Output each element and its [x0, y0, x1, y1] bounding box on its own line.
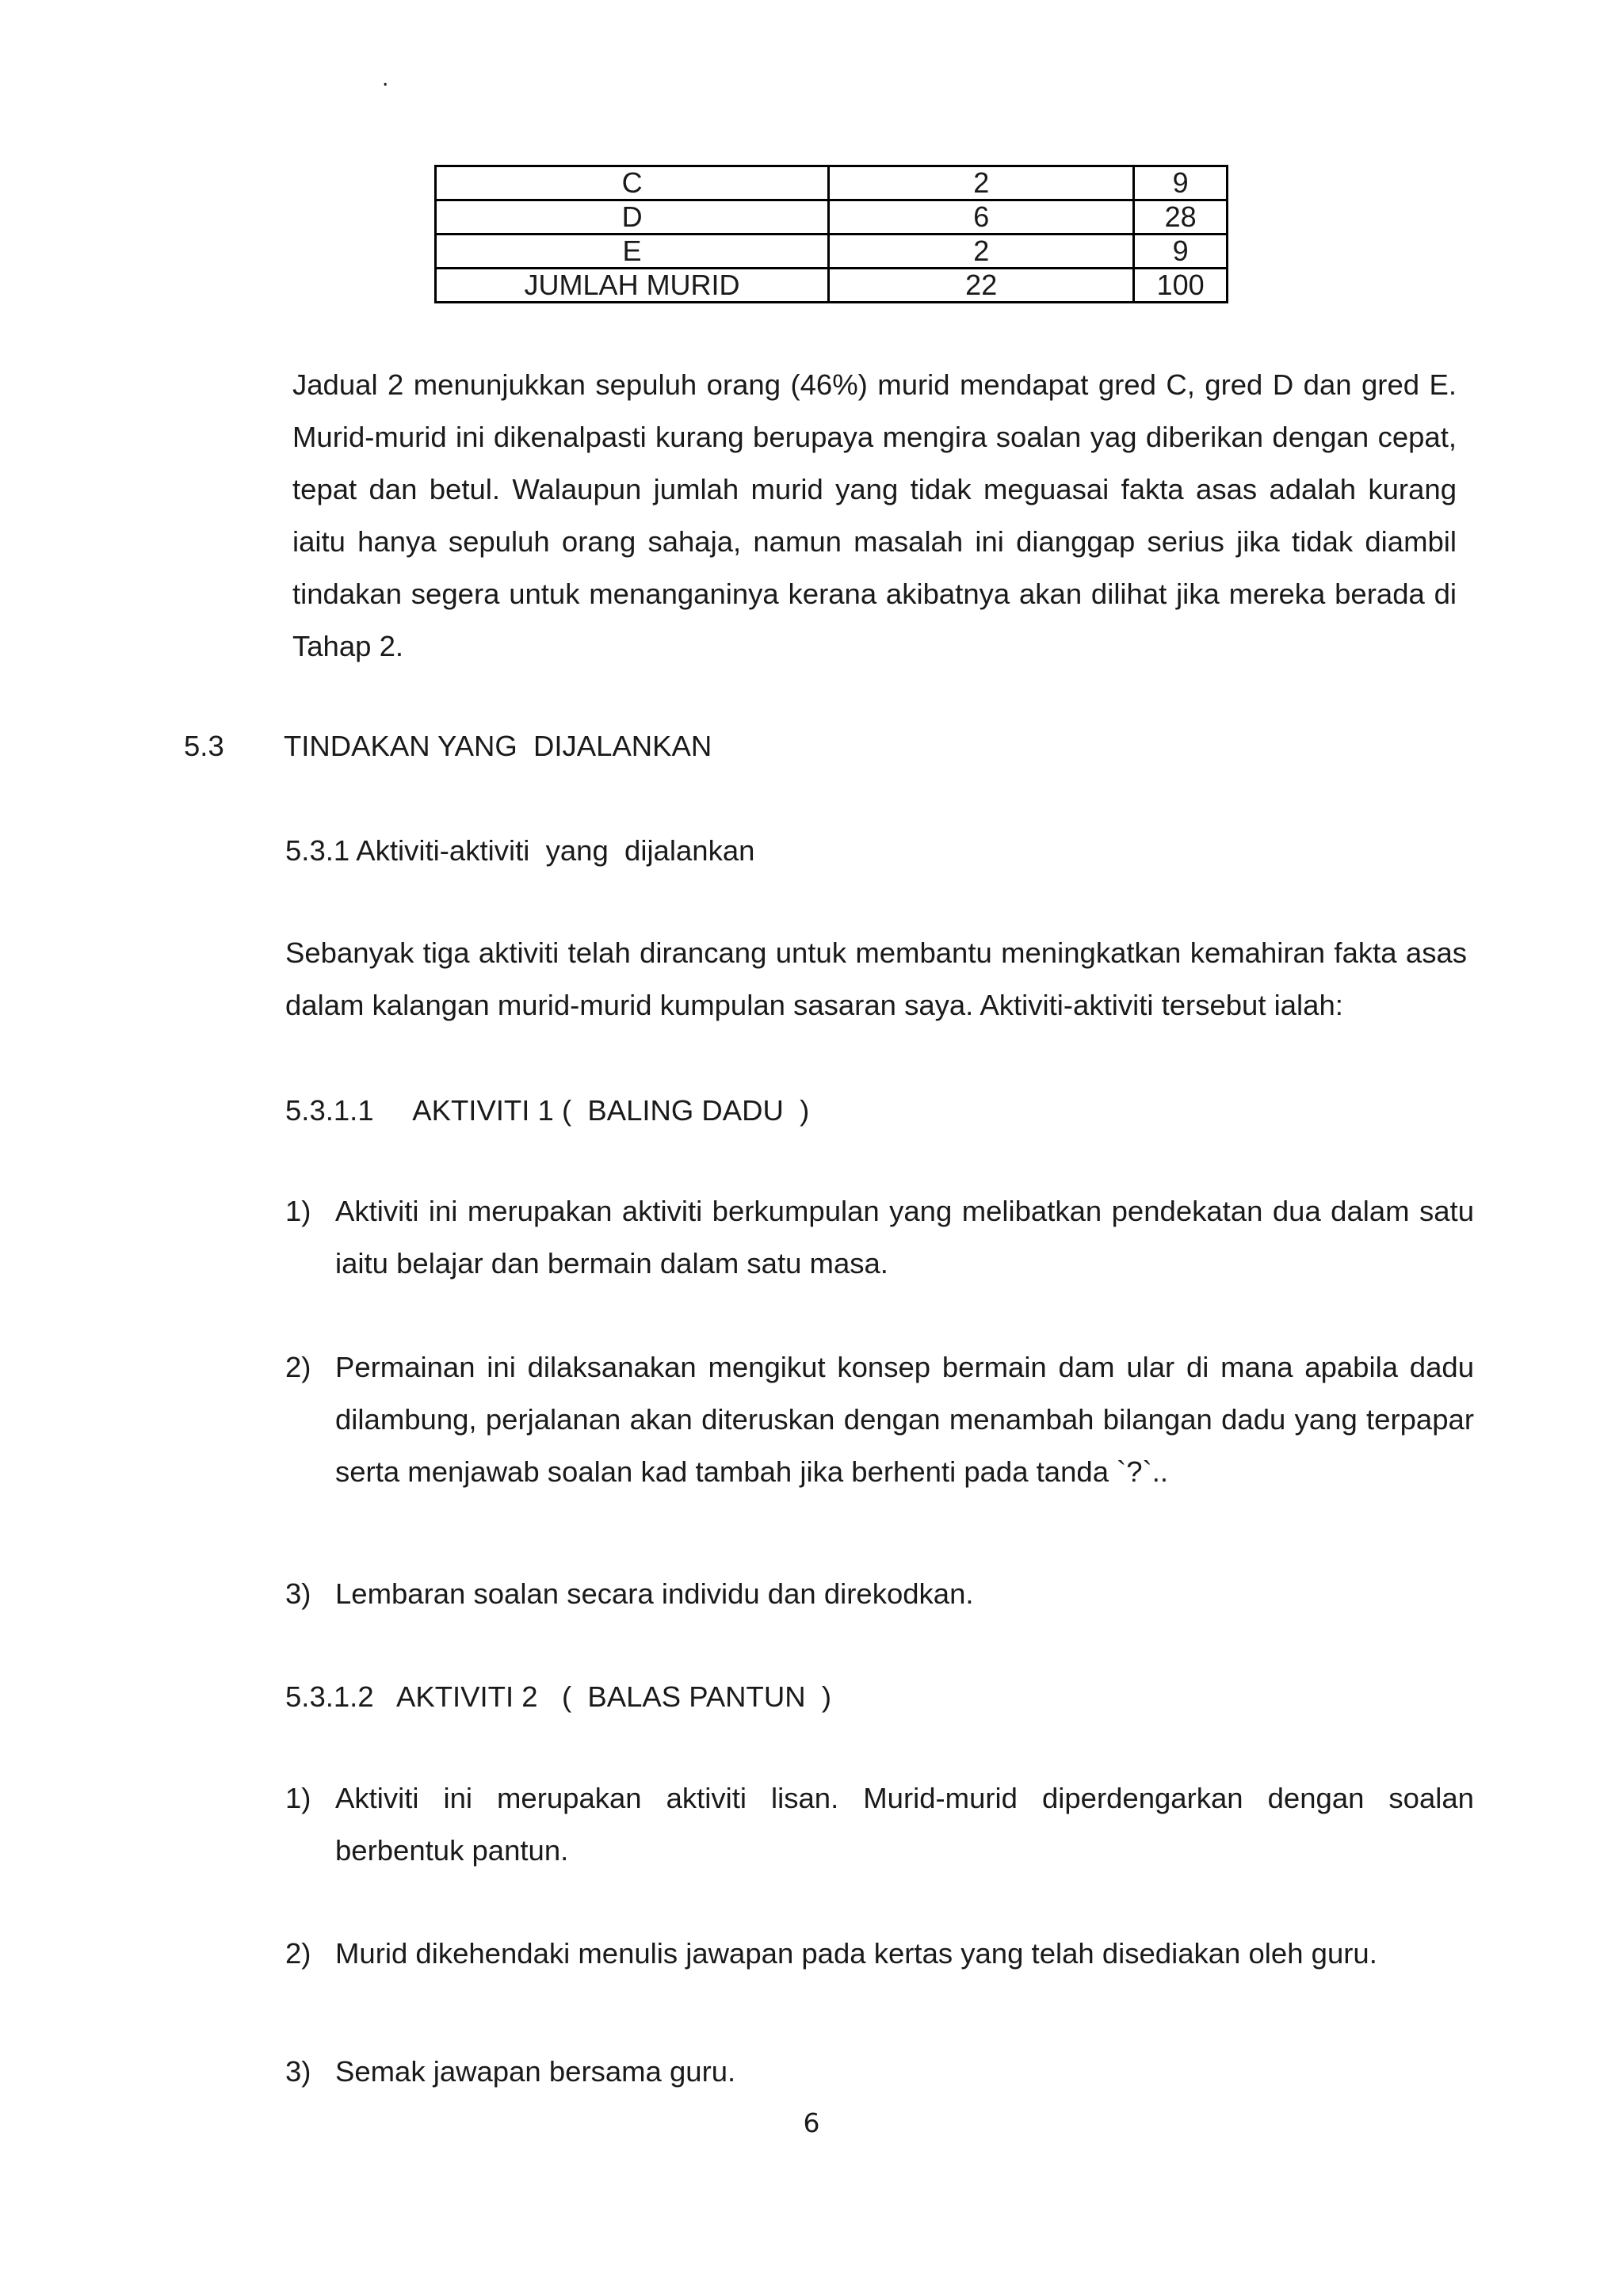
list-item-number: 2) — [285, 1937, 311, 1970]
list-item-number: 3) — [285, 2055, 311, 2088]
list-item-text: Murid dikehendaki menulis jawapan pada kertas yang telah disediakan oleh guru. — [335, 1937, 1377, 1970]
list-item — [285, 1772, 1474, 1877]
list-item-number: 2) — [285, 1351, 311, 1383]
list-item-number: 1) — [285, 1195, 311, 1227]
count-cell: 2 — [829, 235, 1134, 269]
count-cell: 6 — [829, 200, 1134, 235]
stray-mark: . — [382, 65, 389, 91]
list-item-text: Semak jawapan bersama guru. — [335, 2055, 736, 2088]
section-title: TINDAKAN YANG DIJALANKAN — [284, 730, 712, 762]
subsection-title: 5.3.1 Aktiviti-aktiviti yang dijalankan — [285, 834, 755, 867]
percent-cell: 28 — [1134, 200, 1228, 235]
total-percent-cell: 100 — [1134, 269, 1228, 303]
activity1-heading: 5.3.1.1 AKTIVITI 1 ( BALING DADU ) — [285, 1094, 810, 1127]
list-item — [285, 2046, 1474, 2098]
table-row-total — [436, 269, 1228, 303]
page-number: 6 — [803, 2107, 820, 2138]
list-item — [285, 1568, 1474, 1620]
grade-cell: D — [436, 200, 829, 235]
table-row — [436, 200, 1228, 235]
list-item — [285, 1928, 1474, 1980]
percent-cell: 9 — [1134, 235, 1228, 269]
list-item-text: Aktiviti ini merupakan aktiviti lisan. Murid-murid diperdengarkan dengan soalan berbentuk pantun. — [335, 1782, 1474, 1867]
list-item-text: Permainan ini dilaksanakan mengikut konsep bermain dam ular di mana apabila dadu dilambung, perjalanan akan diteruskan dengan menambah bilangan dadu yang terpapar serta menjawab soalan kad tambah jika berhenti pada tanda `?`.. — [335, 1351, 1474, 1488]
grade-table — [434, 165, 1228, 303]
subsection-paragraph: Sebanyak tiga aktiviti telah dirancang untuk membantu meningkatkan kemahiran fakta asas dalam kalangan murid-murid kumpulan sasaran saya. Aktiviti-aktiviti tersebut ialah: — [285, 936, 1467, 1021]
list-item-text: Aktiviti ini merupakan aktiviti berkumpulan yang melibatkan pendekatan dua dalam satu iaitu belajar dan bermain dalam satu masa. — [335, 1195, 1474, 1280]
percent-cell: 9 — [1134, 166, 1228, 200]
total-label-cell: JUMLAH MURID — [436, 269, 829, 303]
grade-cell: E — [436, 235, 829, 269]
list-item — [285, 1185, 1474, 1290]
list-item-text: Lembaran soalan secara individu dan direkodkan. — [335, 1577, 974, 1610]
grade-cell: C — [436, 166, 829, 200]
count-cell: 2 — [829, 166, 1134, 200]
intro-paragraph: Jadual 2 menunjukkan sepuluh orang (46%) murid mendapat gred C, gred D dan gred E. Murid-murid ini dikenalpasti kurang berupaya mengira soalan yag diberikan dengan cepat, tepat dan betul. Walaupun jumlah murid yang tidak meguasai fakta asas adalah kurang iaitu hanya sepuluh orang sahaja, namun masalah ini dianggap serius jika tidak diambil tindakan segera untuk menanganinya kerana akibatnya akan dilihat jika mereka berada di Tahap 2. — [292, 368, 1457, 662]
activity2-heading: 5.3.1.2 AKTIVITI 2 ( BALAS PANTUN ) — [285, 1680, 831, 1713]
list-item-number: 3) — [285, 1577, 311, 1610]
table-row — [436, 166, 1228, 200]
list-item — [285, 1341, 1474, 1498]
table-row — [436, 235, 1228, 269]
section-number: 5.3 — [184, 730, 224, 762]
list-item-number: 1) — [285, 1782, 311, 1814]
total-count-cell: 22 — [829, 269, 1134, 303]
